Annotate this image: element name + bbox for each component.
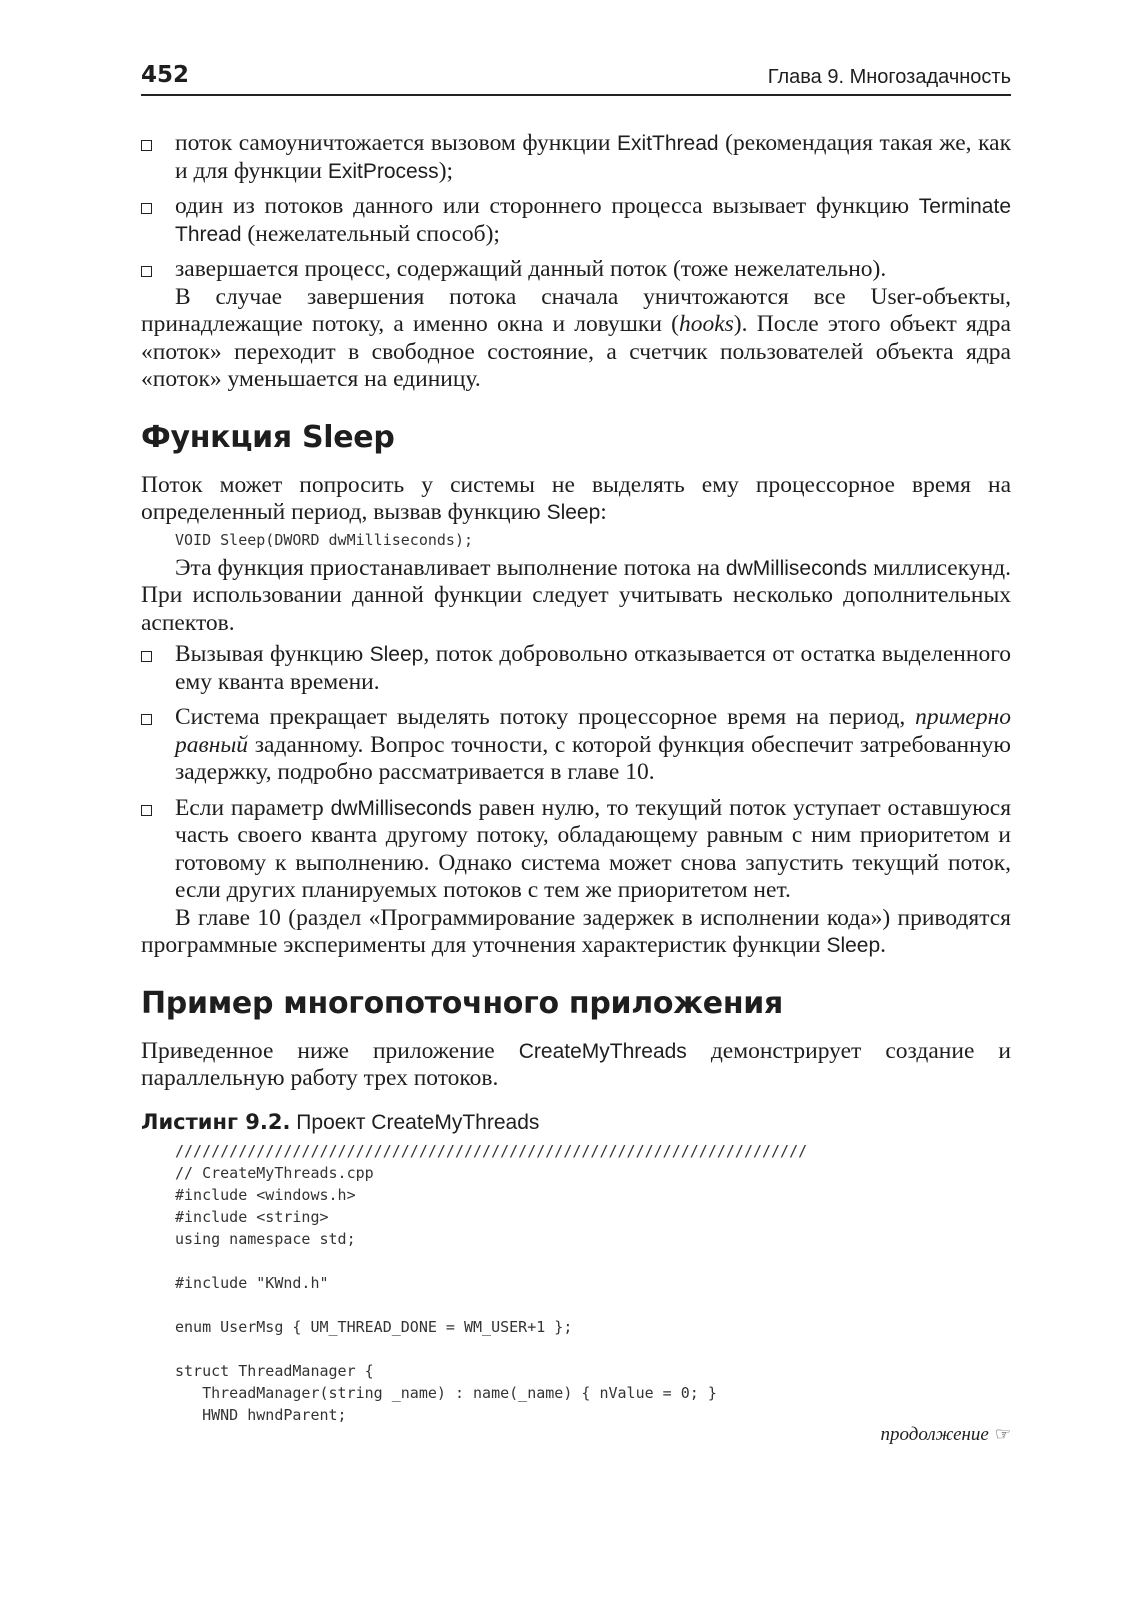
checkbox-bullet-icon (141, 714, 152, 725)
inline-code: ExitThread (617, 132, 719, 155)
italic-term: hooks (678, 311, 734, 337)
list-item: поток самоуничтожается вызовом функции ExitThread (рекомендация такая же, как и для функции ExitProcess); (141, 130, 1011, 185)
inline-code: Terminate Thread (175, 195, 1011, 246)
inline-code: Sleep (826, 934, 881, 957)
code-line (141, 1250, 1011, 1272)
listing-caption (141, 1109, 1011, 1137)
page-number: 452 (141, 62, 190, 88)
code-line: ////////////////////////////////////////////////////////////////////// (175, 1142, 808, 1160)
section-heading: Функция Sleep (141, 419, 395, 455)
code-line: // CreateMyThreads.cpp (175, 1164, 374, 1182)
code-line (141, 1338, 1011, 1360)
paragraph: Приведенное ниже приложение CreateMyThreads демонстрирует создание и параллельную работу трех потоков. (141, 1037, 1011, 1091)
list-item: один из потоков данного или стороннего процесса вызывает функцию Terminate Thread (нежелательный способ); (141, 193, 1011, 248)
inline-code: CreateMyThreads (518, 1039, 687, 1063)
code-line: struct ThreadManager { (175, 1362, 374, 1380)
list-item: Система прекращает выделять потоку процессорное время на период, примерно равный заданному. Вопрос точности, с которой функция обеспечит затребованную задержку, подробно рассматривается в главе 10. (141, 704, 1011, 787)
code-line: VOID Sleep(DWORD dwMilliseconds); (175, 530, 474, 549)
page-header (141, 60, 1011, 96)
listing-label: Листинг 9.2. (141, 1109, 291, 1134)
inline-code: ExitProcess (327, 159, 439, 183)
checkbox-bullet-icon (141, 805, 152, 816)
inline-code: dwMilliseconds (330, 796, 472, 820)
page-body (141, 130, 1011, 1426)
checkbox-bullet-icon (141, 651, 152, 662)
list-item: завершается процесс, содержащий данный поток (тоже нежелательно). (141, 256, 1011, 284)
inline-code: Sleep (369, 643, 424, 666)
inline-code: Sleep (546, 501, 601, 524)
checkbox-bullet-icon (141, 266, 152, 277)
listing-title: Проект CreateMyThreads (290, 1110, 540, 1134)
list-item: Вызывая функцию Sleep, поток добровольно отказывается от остатка выделенного ему кванта времени. (141, 641, 1011, 696)
continuation-note (880, 1424, 1011, 1446)
paragraph: В главе 10 (раздел «Программирование задержек в исполнении кода») приводятся программные эксперименты для уточнения характеристик функции Sleep. (141, 904, 1011, 958)
code-block (141, 1140, 1011, 1426)
code-line: #include "KWnd.h" (175, 1274, 329, 1292)
paragraph: Поток может попросить у системы не выделять ему процессорное время на определенный период, вызвав функцию Sleep: (141, 471, 1011, 525)
code-line: #include <string> (175, 1208, 329, 1226)
list-item: Если параметр dwMilliseconds равен нулю, то текущий поток уступает оставшуюся часть своего кванта другому потоку, обладающему равным с ним приоритетом и готовому к выполнению. Однако система может снова запустить текущий поток, если других планируемых потоков с тем же приоритетом нет. (141, 795, 1011, 905)
chapter-title: Глава 9. Многозадачность (767, 66, 1011, 88)
paragraph: Эта функция приостанавливает выполнение потока на dwMilliseconds миллисекунд. При использовании данной функции следует учитывать несколько дополнительных аспектов. (141, 554, 1011, 636)
checkbox-bullet-icon (141, 140, 152, 151)
pointing-hand-icon: ☞ (994, 1424, 1011, 1444)
code-line: enum UserMsg { UM_THREAD_DONE = WM_USER+1 }; (175, 1318, 573, 1336)
code-line: #include <windows.h> (175, 1186, 356, 1204)
paragraph: В случае завершения потока сначала уничтожаются все User-объекты, принадлежащие потоку, а именно окна и ловушки (hooks). После этого объект ядра «поток» переходит в свободное состояние, а счетчик пользователей объекта ядра «поток» уменьшается на единицу. (141, 283, 1011, 392)
section-heading: Пример многопоточного приложения (141, 985, 783, 1021)
inline-code: dwMilliseconds (725, 556, 868, 580)
checkbox-bullet-icon (141, 203, 152, 214)
code-line (141, 1294, 1011, 1316)
code-line: using namespace std; (175, 1230, 356, 1248)
code-line: HWND hwndParent; (175, 1406, 347, 1424)
code-line: ThreadManager(string _name) : name(_name) { nValue = 0; } (175, 1384, 717, 1402)
italic-term: примерно равный (175, 704, 1011, 758)
continuation-text: продолжение (880, 1424, 989, 1445)
